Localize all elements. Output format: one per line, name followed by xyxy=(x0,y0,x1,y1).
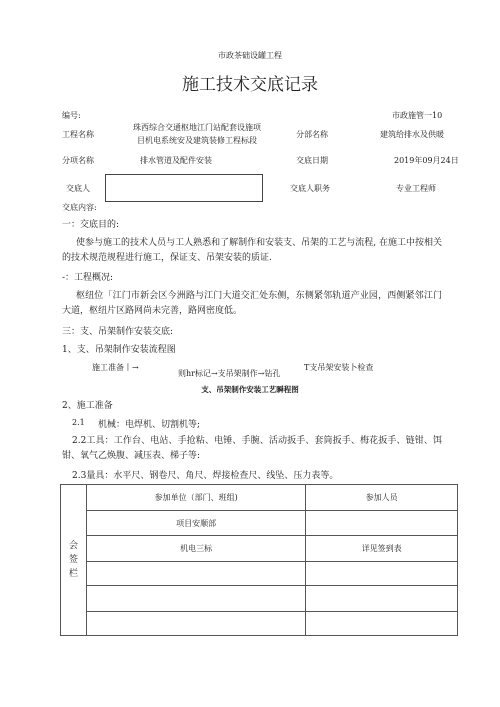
sign-off-side-label xyxy=(61,485,87,636)
content-label: 交底内容: xyxy=(62,203,97,212)
table-row xyxy=(61,612,458,636)
role-label: 交底人职务 xyxy=(290,184,330,193)
people-cell[interactable] xyxy=(306,562,458,586)
section2-title: -：工程概况: xyxy=(62,273,114,283)
role-value: 专业工程师 xyxy=(396,184,436,193)
table-row xyxy=(61,511,458,536)
prep-2-2-text: 2.2工具：工作台、电站、手抢粘、电锤、手腕、活动扳手、套筒扳手、梅花扳手、链钳、饵钳、氧气乙焕腹、减压表、梯子等: xyxy=(62,436,442,461)
prep-2-3-text: 2.3量具：水平尺、钢卷尺、角尺、焊接检查尺、线坠、压力表等。 xyxy=(72,471,339,481)
sub-label: 分部名称 xyxy=(296,130,328,139)
date-label: 交底日期 xyxy=(296,156,328,165)
section1-text: 使参与施工的技术人员与工人熟悉和了解制作和安装支、吊架的工艺与流程, 在施工中按相关的技术规范规程进行施工，保证支、吊架安装的质证. xyxy=(62,238,442,263)
table-row xyxy=(61,536,458,562)
unit-cell[interactable] xyxy=(86,612,305,636)
section3-title: 三：支、吊架制作安装交底: xyxy=(62,327,174,337)
code-label: 编号: xyxy=(62,111,81,120)
unit-cell[interactable] xyxy=(86,562,305,586)
section1-title: 一：交底目的: xyxy=(62,220,120,230)
flow-step-3: T支吊架安装卜检查 xyxy=(304,363,374,372)
unit-cell[interactable]: 项目安顺部 xyxy=(86,511,305,536)
prep-2-1-number: 2.1 xyxy=(72,418,85,427)
people-cell[interactable] xyxy=(306,586,458,612)
table-row xyxy=(61,586,458,612)
sign-off-table xyxy=(60,484,458,636)
giver-label: 交底人 xyxy=(66,184,90,193)
people-cell[interactable] xyxy=(306,612,458,636)
project-label: 工程名称 xyxy=(62,130,94,139)
unit-cell[interactable] xyxy=(86,586,305,612)
code-value: 市政施管一10 xyxy=(392,111,443,120)
sub-value: 建筑给排水及供暖 xyxy=(380,130,444,139)
date-value: 2019年09月24日 xyxy=(394,156,459,165)
project-value-line1: 珠西综合交通枢地江门站配套设施项 xyxy=(133,123,261,132)
unit-cell[interactable]: 机电三标 xyxy=(86,536,305,562)
section2-text: 枢纽位「江门市新会区今洲路与江门大道交汇处东侧，东侧紧邻轨道产业园，西侧紧邻江门大道，枢纽片区路网尚未完善，路网密度低。 xyxy=(62,291,442,316)
prep-2-1-text: 机械：电焊机、切割机等; xyxy=(98,420,201,430)
flow-step-1: 施工准备丨→ xyxy=(92,363,139,372)
section3-1-heading: 1、支、吊架制作安装流程图 xyxy=(62,345,176,355)
flow-caption: 支、吊架制作安装工艺瞬程图 xyxy=(201,385,299,394)
side-label-3: 栏 xyxy=(68,569,78,579)
project-value-line2: 目机电系统安及建筑装修工程标段 xyxy=(137,136,257,145)
top-label: 市政茶础设罐工程 xyxy=(218,51,282,60)
side-label-2: 签 xyxy=(68,555,78,565)
people-column-header: 参加人员 xyxy=(306,485,458,511)
giver-signature-box[interactable] xyxy=(105,174,263,202)
side-label-1: 会 xyxy=(68,541,78,551)
section3-2-heading: 2、施工准备 xyxy=(62,401,113,411)
table-row xyxy=(61,562,458,586)
page-title: 施工技术交底记录 xyxy=(182,75,318,95)
people-cell[interactable]: 详见签到表 xyxy=(306,536,458,562)
unit-column-header: 参加单位（部门、班组) xyxy=(86,485,305,511)
item-value: 排水管道及配件安装 xyxy=(140,156,212,165)
people-cell[interactable] xyxy=(306,511,458,536)
flow-step-2: 则hr标记→支吊架制作→钻孔 xyxy=(178,369,281,378)
item-label: 分项名称 xyxy=(62,156,94,165)
